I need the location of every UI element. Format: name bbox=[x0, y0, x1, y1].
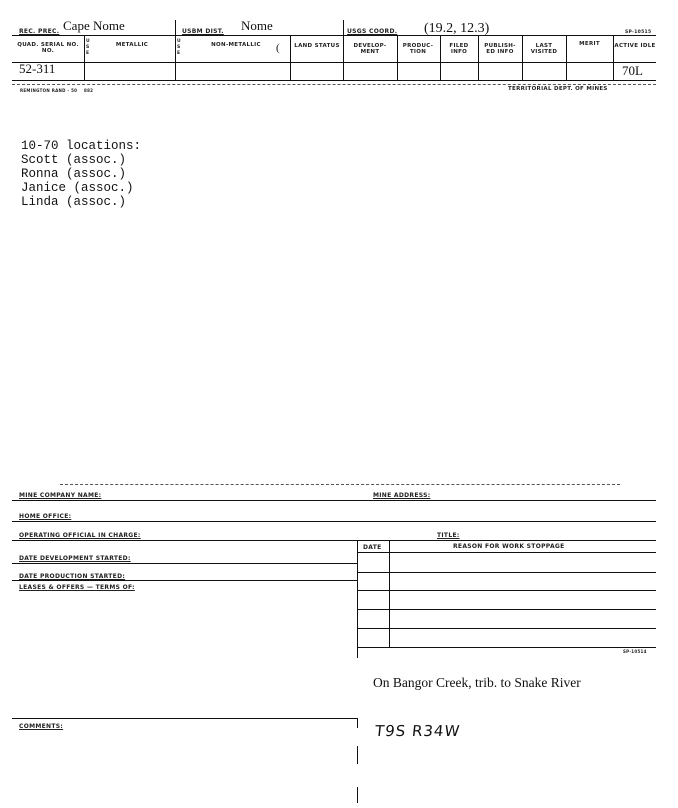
stoppage-date-col: DATE bbox=[363, 544, 382, 551]
header-divider bbox=[12, 35, 656, 36]
location-notes bbox=[21, 139, 141, 209]
department-label: TERRITORIAL DEPT. OF MINES bbox=[508, 86, 608, 92]
stoppage-row-rule bbox=[357, 590, 656, 591]
stoppage-row-rule bbox=[357, 572, 656, 573]
location-description: On Bangor Creek, trib. to Snake River bbox=[373, 675, 581, 690]
leases-label: LEASES & OFFERS — TERMS OF: bbox=[19, 584, 135, 591]
rec-prec-value: Cape Nome bbox=[63, 18, 125, 33]
comments-divider bbox=[357, 787, 358, 803]
divider-dist bbox=[175, 20, 176, 80]
col-non-metallic: NON-METALLIC bbox=[211, 42, 261, 48]
usgs-coord-label: USGS COORD. bbox=[347, 28, 398, 35]
stoppage-row-rule bbox=[357, 609, 656, 610]
record-quad-serial: 52-311 bbox=[19, 61, 56, 76]
comments-divider bbox=[357, 718, 358, 728]
fold-line bbox=[60, 484, 620, 485]
stoppage-header-rule bbox=[357, 552, 656, 553]
note-line: Linda (assoc.) bbox=[21, 195, 127, 209]
mine-address-label: MINE ADDRESS: bbox=[373, 492, 431, 499]
col-published-info: PUBLISH- ED INFO bbox=[484, 43, 516, 55]
form-id-bottom: SP-10514 bbox=[623, 649, 647, 654]
col-divider bbox=[290, 36, 291, 80]
note-line: Janice (assoc.) bbox=[21, 181, 134, 195]
stoppage-row-rule bbox=[357, 647, 656, 648]
col-quad-serial: QUAD. SERIAL NO. NO. bbox=[17, 42, 79, 54]
col-last-visited: LAST VISITED bbox=[530, 43, 558, 55]
form-rule bbox=[12, 563, 357, 564]
col-metallic: METALLIC bbox=[115, 42, 149, 48]
col-use-1: U S E bbox=[86, 39, 90, 56]
printer-code: 882 bbox=[84, 88, 94, 93]
handwritten-township: T9S R34W bbox=[374, 722, 462, 740]
col-land-status: LAND STATUS bbox=[294, 43, 340, 49]
home-office-label: HOME OFFICE: bbox=[19, 513, 72, 520]
note-line: Ronna (assoc.) bbox=[21, 167, 127, 181]
col-active-idle: ACTIVE IDLE bbox=[614, 43, 656, 49]
column-header-divider bbox=[12, 62, 656, 63]
usbm-dist-value: Nome bbox=[241, 18, 273, 33]
rec-prec-label: REC. PREC. bbox=[19, 28, 60, 35]
date-development-label: DATE DEVELOPMENT STARTED: bbox=[19, 555, 131, 562]
date-production-label: DATE PRODUCTION STARTED: bbox=[19, 573, 126, 580]
col-merit: MERIT bbox=[579, 41, 600, 47]
usgs-coord-value: (19.2, 12.3) bbox=[424, 21, 490, 36]
record-active-idle: 70L bbox=[622, 63, 643, 78]
operating-official-label: OPERATING OFFICIAL IN CHARGE: bbox=[19, 532, 141, 539]
comments-label: COMMENTS: bbox=[19, 723, 64, 730]
record-bottom-line bbox=[12, 80, 656, 81]
mine-company-name-label: MINE COMPANY NAME: bbox=[19, 492, 102, 499]
printer-label: REMINGTON RAND - 50 bbox=[20, 88, 78, 93]
col-filed-info: FILED INFO bbox=[449, 43, 469, 55]
form-rule bbox=[12, 540, 656, 541]
comments-divider bbox=[357, 746, 358, 764]
stoppage-col-divider bbox=[389, 540, 390, 648]
form-rule bbox=[12, 521, 656, 522]
perforation-line bbox=[12, 84, 656, 85]
stoppage-left-border bbox=[357, 540, 358, 658]
col-use-2: U S E bbox=[177, 39, 181, 56]
col-production: PRODUC- TION bbox=[402, 43, 434, 55]
col-development: DEVELOP- MENT bbox=[353, 43, 387, 55]
stray-mark: ( bbox=[276, 42, 280, 54]
title-label: TITLE: bbox=[437, 532, 460, 539]
col-divider bbox=[84, 36, 85, 80]
form-rule bbox=[12, 718, 357, 719]
usbm-dist-label: USBM DIST. bbox=[182, 28, 224, 35]
divider-coord bbox=[343, 20, 344, 80]
notes-heading: 10-70 locations: bbox=[21, 139, 142, 153]
form-rule bbox=[12, 580, 357, 581]
col-divider bbox=[397, 36, 398, 80]
form-id-top: SP-10515 bbox=[625, 30, 652, 35]
form-rule bbox=[12, 500, 656, 501]
stoppage-reason-col: REASON FOR WORK STOPPAGE bbox=[453, 543, 565, 550]
note-line: Scott (assoc.) bbox=[21, 153, 127, 167]
stoppage-row-rule bbox=[357, 628, 656, 629]
